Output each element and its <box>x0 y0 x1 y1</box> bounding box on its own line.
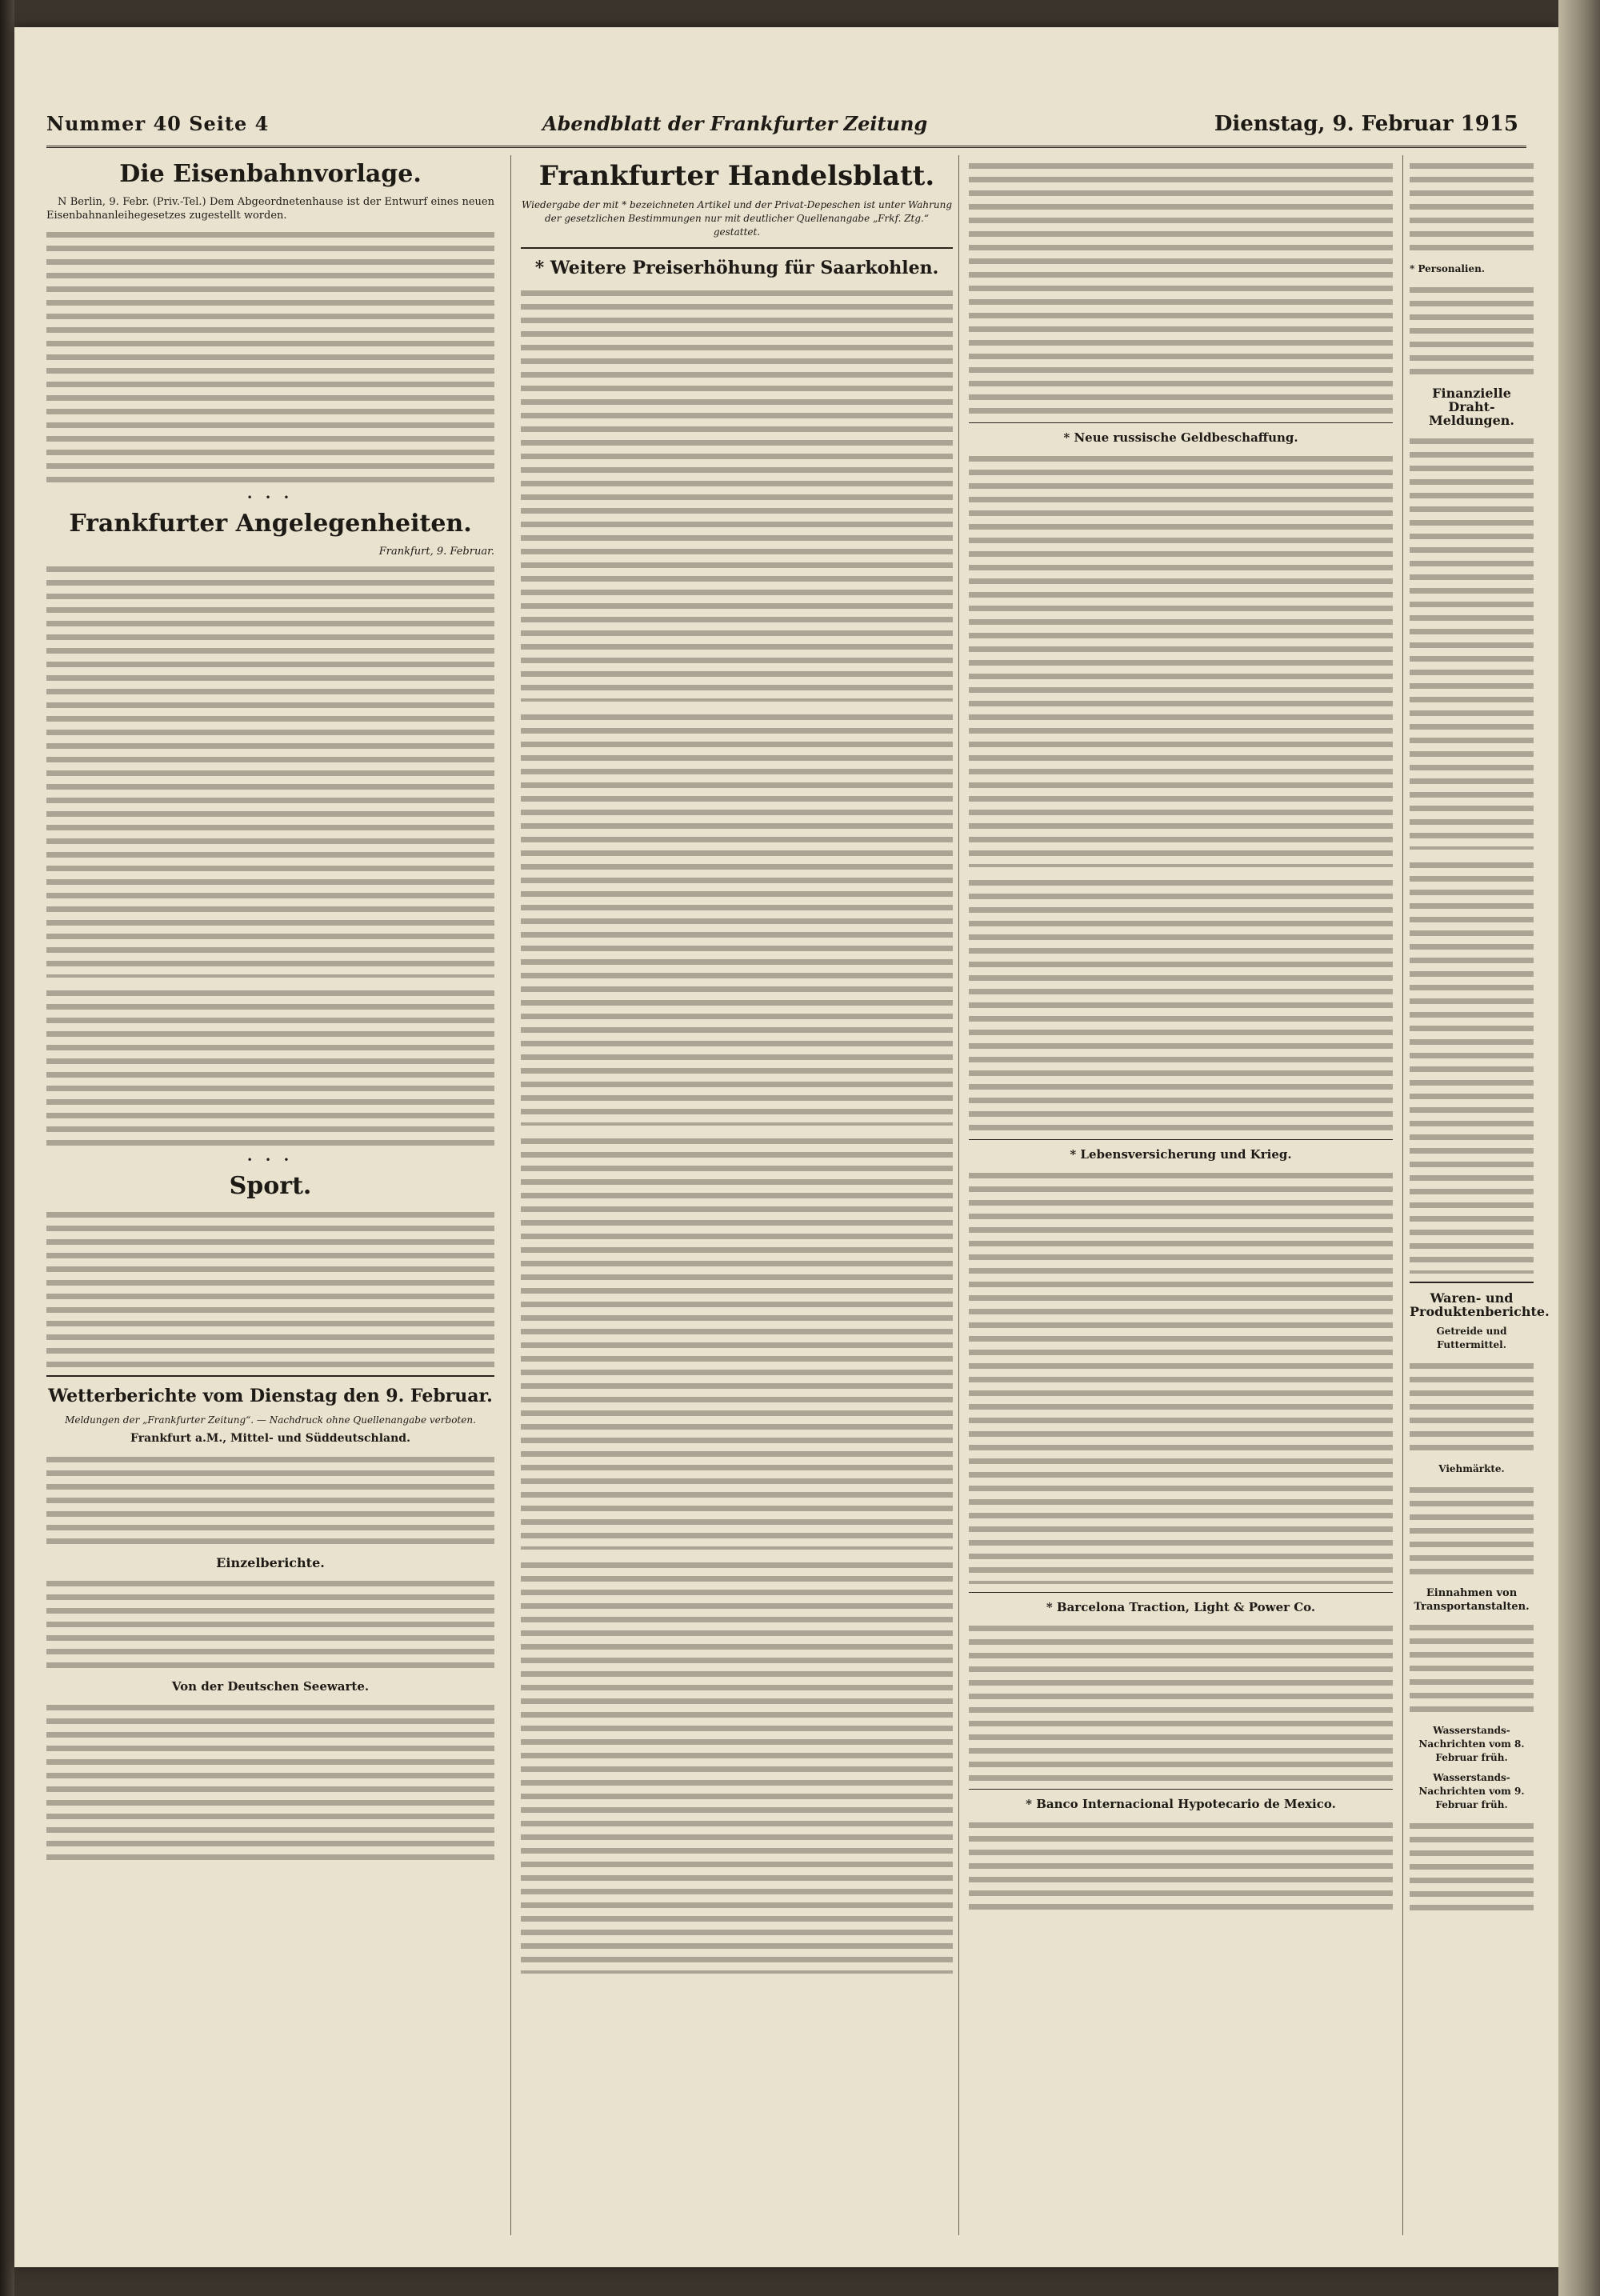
article-text-block <box>521 1134 953 1550</box>
heading-banco-internacional: * Banco Internacional Hypotecario de Mexico. <box>1026 1797 1336 1811</box>
eisenbahn-lead: N Berlin, 9. Febr. (Priv.-Tel.) Dem Abgeordnetenhause ist der Entwurf eines neuen Eisenbahnanleihegesetzes zugestellt worden. <box>46 196 494 222</box>
heading-viehmaerkte: Viehmärkte. <box>1438 1463 1505 1474</box>
article-text-block <box>46 227 494 483</box>
article-text-block <box>969 1818 1393 1914</box>
heading-sport: Sport. <box>229 1172 312 1200</box>
divider <box>969 1139 1393 1140</box>
book-spine <box>0 0 14 2296</box>
heading-einnahmen: Einnahmen von Transportanstalten. <box>1414 1587 1530 1613</box>
heading-getreide: Getreide und Futtermittel. <box>1436 1326 1507 1350</box>
heading-personalien: * Personalien. <box>1410 263 1486 274</box>
issue-number: Nummer 40 Seite 4 <box>46 112 270 135</box>
divider <box>1410 1282 1534 1283</box>
heading-geldbeschaffung: * Neue russische Geldbeschaffung. <box>1063 430 1298 445</box>
newspaper-title: Abendblatt der Frankfurter Zeitung <box>542 112 928 135</box>
article-text-block <box>969 1621 1393 1781</box>
article-text-block <box>1410 1620 1534 1716</box>
heading-handelsblatt: Frankfurter Handelsblatt. <box>538 160 935 192</box>
article-text-block <box>1410 1358 1534 1454</box>
article-text-block <box>1410 158 1534 254</box>
article-text-block <box>521 1558 953 1974</box>
column-3 <box>958 155 1393 2235</box>
article-text-block <box>46 1452 494 1548</box>
divider <box>969 422 1393 423</box>
heading-frankfurter-angelegenheiten: Frankfurter Angelegenheiten. <box>69 510 472 538</box>
heading-lebensversicherung: * Lebensversicherung und Krieg. <box>1070 1147 1292 1162</box>
divider <box>969 1789 1393 1790</box>
article-text-block <box>1410 434 1534 850</box>
article-text-block <box>46 562 494 978</box>
dateline: Frankfurt, 9. Februar. <box>378 546 494 558</box>
article-text-block <box>1410 282 1534 378</box>
article-text-block <box>969 451 1393 867</box>
divider <box>521 247 953 249</box>
divider <box>969 1592 1393 1593</box>
section-divider: • • • <box>246 1154 294 1166</box>
heading-eisenbahnvorlage: Die Eisenbahnvorlage. <box>119 160 422 188</box>
column-1 <box>46 155 494 2235</box>
article-text-block <box>46 1207 494 1367</box>
heading-draht-meldungen: Finanzielle Draht-Meldungen. <box>1429 386 1514 428</box>
heading-wasserstand-9: Wasserstands-Nachrichten vom 9. Februar früh. <box>1418 1772 1525 1810</box>
column-4 <box>1402 155 1550 2235</box>
column-2 <box>510 155 953 2235</box>
divider <box>46 1375 494 1377</box>
heading-wasserstand-8: Wasserstands-Nachrichten vom 8. Februar früh. <box>1418 1725 1525 1763</box>
issue-date: Dienstag, 9. Februar 1915 <box>1214 112 1518 136</box>
newspaper-page <box>14 27 1558 2267</box>
article-text-block <box>969 158 1393 414</box>
article-text-block <box>969 875 1393 1131</box>
heading-waren-produkten: Waren- und Produktenberichte. <box>1410 1290 1550 1319</box>
weather-table-block <box>46 1576 494 1672</box>
heading-saarkohlen: * Weitere Preiserhöhung für Saarkohlen. <box>534 258 939 278</box>
wetter-subtitle: Meldungen der „Frankfurter Zeitung“. — Nachdruck ohne Quellenangabe verboten. <box>65 1414 476 1426</box>
wetter-region: Frankfurt a.M., Mittel- und Süddeutschland. <box>130 1432 410 1445</box>
page-edge-stack <box>1558 0 1600 2296</box>
article-text-block <box>1410 858 1534 1274</box>
article-text-block <box>46 986 494 1146</box>
heading-seewarte: Von der Deutschen Seewarte. <box>171 1679 370 1694</box>
masthead <box>46 104 1526 148</box>
heading-wetterberichte: Wetterberichte vom Dienstag den 9. Februar. <box>48 1386 493 1406</box>
article-text-block <box>969 1168 1393 1584</box>
section-divider: • • • <box>246 492 294 503</box>
handelsblatt-subtitle: Wiedergabe der mit * bezeichneten Artikel und der Privat-Depeschen ist unter Wahrung der gesetzlichen Bestimmungen nur mit deutlicher Quellenangabe „Frkf. Ztg.“ gestattet. <box>521 199 952 238</box>
article-text-block <box>521 710 953 1126</box>
heading-barcelona-traction: * Barcelona Traction, Light & Power Co. <box>1046 1600 1316 1614</box>
heading-einzelberichte: Einzelberichte. <box>216 1555 325 1570</box>
weather-table-block <box>46 1700 494 1860</box>
article-text-block <box>1410 1482 1534 1578</box>
article-text-block <box>521 286 953 702</box>
table-block <box>1410 1818 1534 1914</box>
